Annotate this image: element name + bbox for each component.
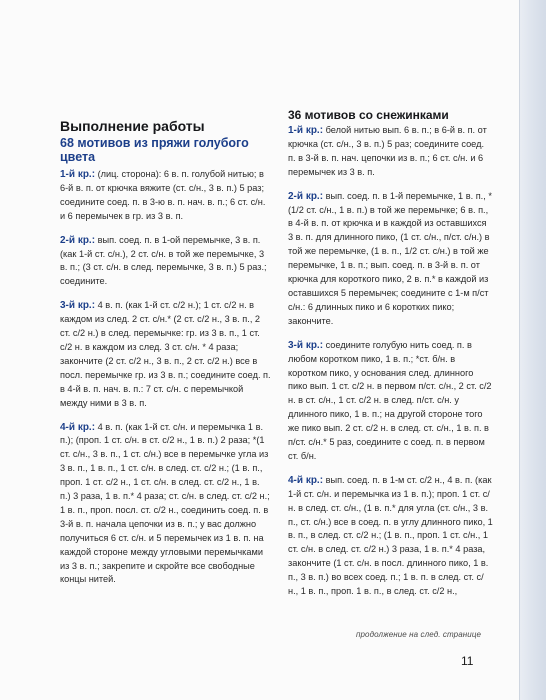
round-label: 3-й кр.: [60,300,96,312]
round-label: 2-й кр.: [60,234,96,246]
round-label: 4-й кр.: [288,474,324,486]
round-paragraph [60,299,272,410]
section-subtitle: 68 мотивов из пряжи голубого цвета [60,136,249,164]
round-text: (лиц. сторона): 6 в. п. голубой нитью; в 6-й в. п. от крючка вяжите (ст. с/н., 3 в. п.) 5 раз; соедините соед. п. в 3-ю в. п. нач. в. п.; 6 ст. с/н. и 6 перемычек в гр. из 3 в. п. [60,169,266,221]
round-text: белой нитью вып. 6 в. п.; в 6-й в. п. от крючка (ст. с/н., 3 в. п.) 5 раз; соедините соед. п. в 3-й в. п. нач. цепочки из в. п.; 6 ст. с/н. и 6 перемычек из 3 в. п. [288,125,487,177]
left-column [60,118,272,597]
page-edge-strip [519,0,546,700]
round-paragraph [60,234,272,290]
round-text: вып. соед. п. в 1-ой перемычке, 3 в. п. (как 1-й ст. с/н.), 2 ст. с/н. в той же перемычке, 3 в. п.; (3 ст. с/н. в след. перемычке, 3 в. п.) 5 раз.; соедините. [60,234,267,287]
round-paragraph [60,168,272,224]
round-paragraph [288,339,493,464]
round-label: 3-й кр.: [288,339,324,351]
section-title: Выполнение работы [60,118,205,134]
continuation-note: продолжение на след. странице [356,630,482,639]
section-title: 36 мотивов со снежинками [288,108,449,122]
round-paragraph [288,124,493,180]
round-text: вып. соед. п. в 1-й перемычке, 1 в. п., *(1/2 ст. с/н., 1 в. п.) в той же перемычке; 6 в. п., в 4-й в. п. от крючка и в каждой из оставшихся 3 в. п. для длинного пико, (1 ст. с/н., п/ст. с/н.) в той же перемычке, (1 в. п., 1/2 ст. с/н.) в той же перемычке, 1 в. п.; вып. соед. п. в 3-й в. п. от крючка для короткого пико, 2 в. п.* в каждой из оставшихся 5 перемычек; соедините с 1-м п/ст с/н.: 6 длинных пико и 6 коротких пико; закончите. [288,190,492,326]
round-paragraph [60,421,272,588]
round-text: соедините голубую нить соед. п. в любом коротком пико, 1 в. п.; *ст. б/н. в коротком пико, у основания след. длинного пико вып. 1 ст. с/2 н. в первом п/ст. с/н., 2 ст. с/2 н. в ст. с/н., 1 ст. с/2 н. в след. п/ст. с/н. у длинного пико, 1 в. п.; на другой стороне того же пико вып. 2 ст. с/2 н. в след. ст. с/н., 1 в. п. в п/ст. с/н.* 5 раз, соедините с соед. п. в первом ст. б/н. [288,339,492,461]
round-label: 1-й кр.: [60,169,96,180]
round-paragraph [288,474,493,599]
round-label: 2-й кр.: [288,190,324,202]
round-text: 4 в. п. (как 1-й ст. с/2 н.); 1 ст. с/2 н. в каждом из след. 2 ст. с/н.* (2 ст. с/2 н., 3 в. п., 2 ст. с/2 н.) в след. перемычке: гр. из 3 в. п., 1 ст. с/2 н. в каждом из след. 3 ст. с/н. * 4 раза; закончите (2 ст. с/2 н., 3 в. п., 2 ст. с/2 н.) все в посл. перемычке гр. из 3 в. п.; соедините соед. п. в 4-й в. п. нач. в. п.: 7 ст. с/н. с перемычкой между ними в 3 в. п. [60,300,271,408]
round-text: 4 в. п. (как 1-й ст. с/н. и перемычка 1 в. п.); (проп. 1 ст. с/н. в ст. с/2 н., 1 в. п.) 2 раза; *(1 ст. с/н., 3 в. п., 1 ст. с/н.) все в перемычке угла из 3 в. п., 1 в. п., 1 ст. с/н. в след. ст. с/2 н.; (1 в. п., проп. 1 ст. с/2 н., 1 ст. с/н. в след. ст. с/2 н., 1 в. п.) 3 раза, 1 в. п.* 4 раза; ст. с/н. в след. ст. с/2 н.; 1 в. п., проп. посл. ст. с/2 н., соединить соед. п. в 3-й в. п. начала цепочки из в. п.; у вас должно получиться 6 ст. с/н. и 5 перемычек из 1 в. п. на каждой стороне между угловыми перемычками из 3 в. п.; закрепите и скройте все свободные концы нитей. [60,421,270,585]
right-column [288,108,493,609]
page-number: 11 [461,654,474,668]
round-paragraph [288,190,493,329]
round-label: 1-й кр.: [288,125,324,136]
round-label: 4-й кр.: [60,421,96,433]
round-text: вып. соед. п. в 1-м ст. с/2 н., 4 в. п. (как 1-й ст. с/н. и перемычка из 1 в. п.); проп. 1 ст. с/н. в след. ст. с/н., (1 в. п.* для угла (ст. с/н., 3 в. п., ст. с/н.) все в соед. п. в углу длинного пико, 1 в. п., в след. ст. с/2 н.; (1 в. п., проп. 1 ст. с/н., 1 ст. с/н. в след. ст. с/2 н.) 3 раза, 1 в. п.* 4 раза, закончите (1 ст. с/н. в посл. длинного пико, 1 в. п., 3 в. п.) во всех соед. п.; 1 в. п. в след. ст. с/н., 1 в. п., проп. 1 в. п., в след. ст. с/2 н., [288,474,493,597]
